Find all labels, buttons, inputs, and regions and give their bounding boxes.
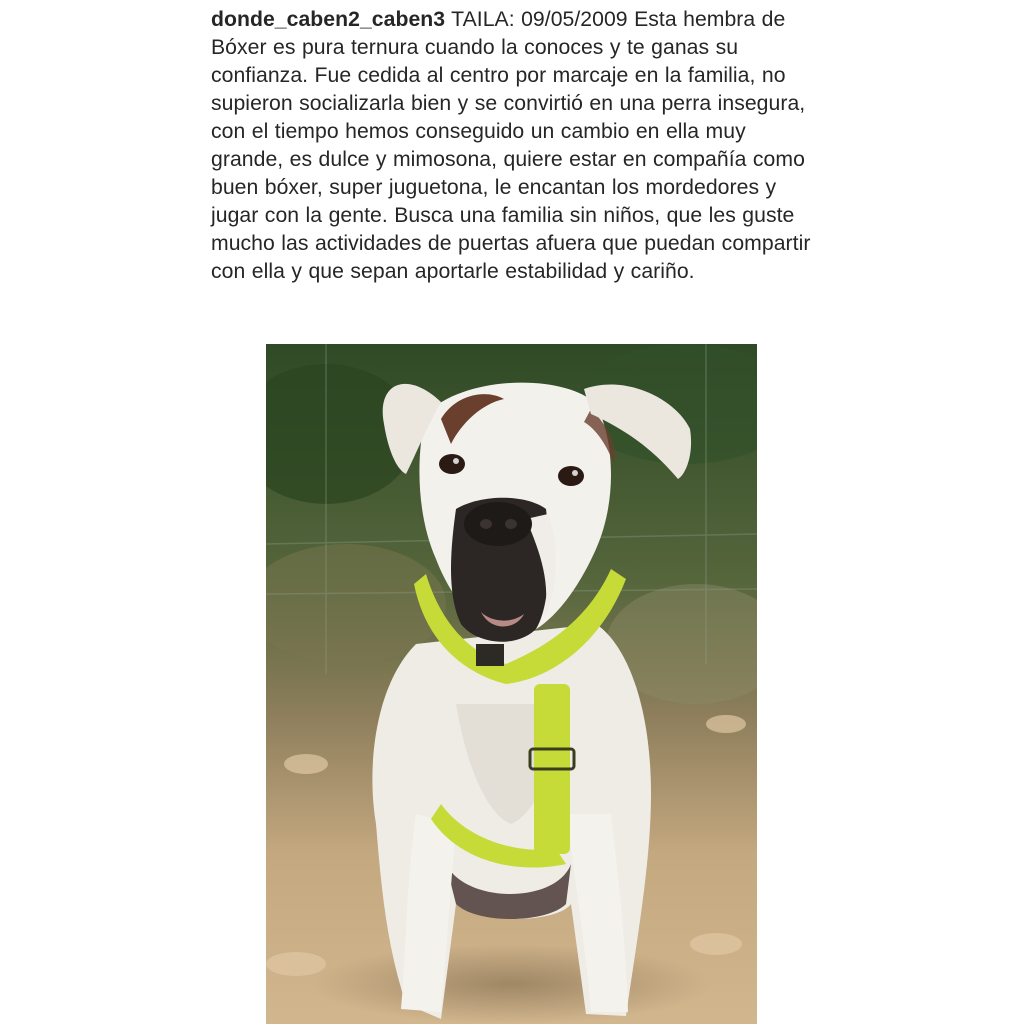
post-photo[interactable]: [266, 344, 757, 1024]
username-link[interactable]: donde_caben2_caben3: [211, 8, 446, 31]
post-caption: [211, 6, 821, 286]
caption-text: TAILA: 09/05/2009 Esta hembra de Bóxer es pura ternura cuando la conoces y te ganas su confianza. Fue cedida al centro por marcaje en la familia, no supieron socializarla bien y se convirtió en una perra insegura, con el tiempo hemos conseguido un cambio en ella muy grande, es dulce y mimosona, quiere estar en compañía como buen bóxer, super juguetona, le encantan los mordedores y jugar con la gente. Busca una familia sin niños, que les guste mucho las actividades de puertas afuera que puedan compartir con ella y que sepan aportarle estabilidad y cariño.: [211, 8, 811, 283]
dog-illustration: [266, 344, 757, 1024]
